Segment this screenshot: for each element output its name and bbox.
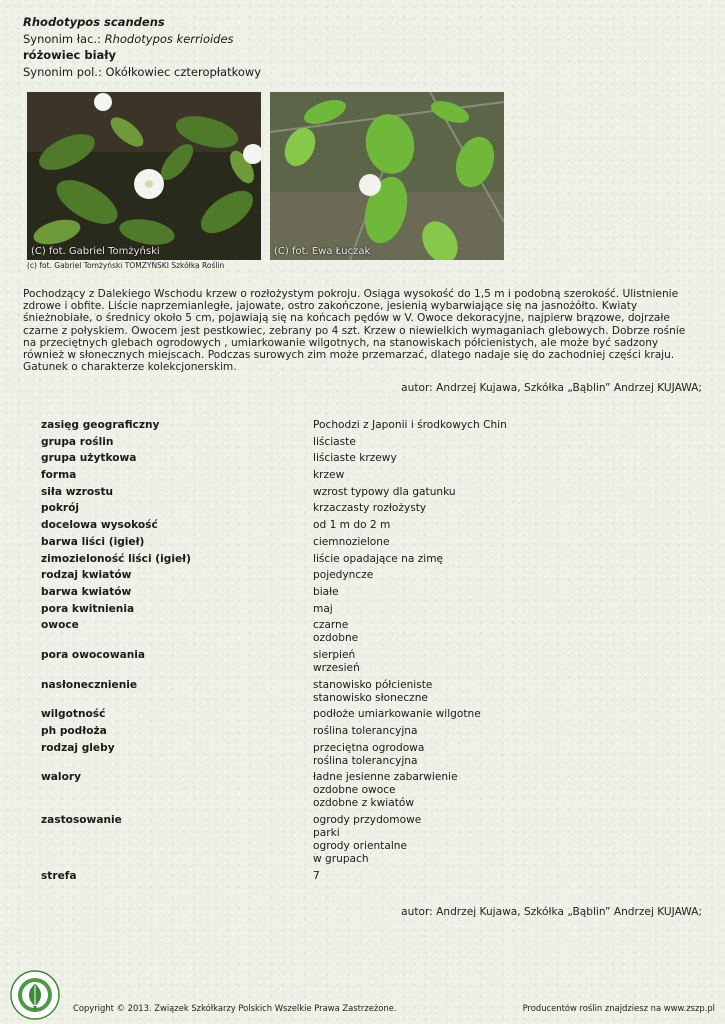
attribute-value: ozdobne z kwiatów xyxy=(313,797,415,810)
attribute-row xyxy=(41,870,681,887)
attribute-row xyxy=(41,814,681,870)
attribute-value: ozdobne owoce xyxy=(313,784,396,797)
attribute-label: pora owocowania xyxy=(41,648,146,661)
attribute-values xyxy=(313,649,360,679)
attribute-row xyxy=(41,419,681,436)
attribute-row xyxy=(41,725,681,742)
latin-synonym xyxy=(23,31,261,48)
attribute-label: pokrój xyxy=(41,502,80,515)
attribute-value: roślina tolerancyjna xyxy=(313,725,418,737)
attribute-value: krzew xyxy=(313,469,345,482)
attribute-label: barwa kwiatów xyxy=(41,585,132,598)
author-top: autor: Andrzej Kujawa, Szkółka „Bąblin” Andrzej KUJAWA; xyxy=(401,382,702,394)
attribute-values xyxy=(313,419,507,436)
attribute-value: Pochodzi z Japonii i środkowych Chin xyxy=(313,419,507,431)
attribute-value: przeciętna ogrodowa xyxy=(313,741,425,754)
attribute-value: wzrost typowy dla gatunku xyxy=(313,485,456,498)
attribute-values xyxy=(313,553,443,570)
attribute-label: zimozieloność liści (igieł) xyxy=(41,552,191,565)
copyright-text: Copyright © 2013. Związek Szkółkarzy Polskich Wszelkie Prawa Zastrzeżone. xyxy=(73,1003,397,1013)
attribute-values xyxy=(313,870,320,887)
attribute-row xyxy=(41,771,681,814)
attribute-value: liściaste krzewy xyxy=(313,452,397,465)
producer-link[interactable]: Producentów roślin znajdziesz na www.zszp.pl xyxy=(522,1003,715,1013)
plant-photo-1[interactable] xyxy=(27,92,261,260)
attribute-value: stanowisko słoneczne xyxy=(313,691,428,704)
attribute-value: podłoże umiarkowanie wilgotne xyxy=(313,708,481,721)
page-footer xyxy=(0,968,725,1024)
attribute-value: krzaczasty rozłożysty xyxy=(313,502,427,515)
attribute-label: siła wzrostu xyxy=(41,485,114,498)
latin-synonym-value: Rhodotypos kerrioides xyxy=(104,31,234,46)
attribute-row xyxy=(41,436,681,453)
attribute-value: 7 xyxy=(313,869,320,882)
attribute-values xyxy=(313,569,373,586)
attribute-row xyxy=(41,502,681,519)
attribute-label: pora kwitnienia xyxy=(41,602,135,615)
attribute-label: rodzaj gleby xyxy=(41,741,115,754)
author-bottom: autor: Andrzej Kujawa, Szkółka „Bąblin” Andrzej KUJAWA; xyxy=(401,906,702,918)
attribute-values xyxy=(313,679,432,709)
attribute-value: czarne xyxy=(313,619,349,632)
attribute-value: maj xyxy=(313,602,333,615)
attribute-value: sierpień xyxy=(313,648,356,661)
photo-1-credit: (C) fot. Gabriel Tomżyński xyxy=(31,246,160,257)
attribute-label: nasłonecznienie xyxy=(41,678,138,691)
attribute-value: ciemnozielone xyxy=(313,535,390,548)
attribute-row xyxy=(41,742,681,772)
attribute-value: ogrody orientalne xyxy=(313,840,408,853)
plant-photo-1-image xyxy=(27,92,261,260)
attribute-values xyxy=(313,436,356,453)
polish-name: różowiec biały xyxy=(23,48,117,62)
attribute-values xyxy=(313,586,339,603)
photo-caption: (c) fot. Gabriel Tomżyński TOMZYŃSKI Szkółka Roślin xyxy=(27,261,225,270)
attribute-value: stanowisko półcieniste xyxy=(313,678,433,691)
attribute-label: strefa xyxy=(41,869,77,882)
attribute-row xyxy=(41,486,681,503)
attribute-label: forma xyxy=(41,469,77,482)
attribute-label: owoce xyxy=(41,619,79,632)
plant-photo-2-image xyxy=(270,92,504,260)
attribute-row xyxy=(41,649,681,679)
attribute-row xyxy=(41,708,681,725)
attribute-label: wilgotność xyxy=(41,708,106,721)
attribute-value: roślina tolerancyjna xyxy=(313,754,418,767)
attribute-row xyxy=(41,586,681,603)
attribute-value: ogrody przydomowe xyxy=(313,814,422,827)
latin-synonym-prefix: Synonim łac.: xyxy=(23,31,105,46)
attribute-value: ładne jesienne zabarwienie xyxy=(313,771,458,784)
attribute-label: grupa użytkowa xyxy=(41,452,137,465)
attribute-values xyxy=(313,814,421,870)
attribute-values xyxy=(313,619,358,649)
attribute-label: barwa liści (igieł) xyxy=(41,535,145,548)
attribute-values xyxy=(313,771,458,814)
attribute-label: rodzaj kwiatów xyxy=(41,569,132,582)
photo-2-credit: (C) fot. Ewa Łuczak xyxy=(274,246,371,257)
attribute-values xyxy=(313,469,344,486)
species-description: Pochodzący z Dalekiego Wschodu krzew o rozłożystym pokroju. Osiąga wysokość do 1,5 m i podobną szerokość. Ulistnienie zdrowe i obfite. Liście naprzemianległe, jajowate, ostro zakończone, jesienią wybarwiające się na jasnożółto. Kwiaty śnieżnobiałe, o średnicy około 5 cm, pojawiają się na końcach pędów w V. Owoce dekoracyjne, najpierw brązowe, dojrzałe czarne z połyskiem. Owocem jest pestkowiec, zebrany po 4 szt. Krzew o niewielkich wymaganiach glebowych. Dobrze rośnie na przeciętnych glebach ogrodowych , umiarkowanie wilgotnych, na stanowiskach półcienistych, ale może być sadzony również w słonecznych miejscach. Podczas surowych zim może przemarzać, dlatego nadaje się do zachodniej części kraju. Gatunek o charakterze kolekcjonerskim. xyxy=(23,288,686,374)
attribute-value: ozdobne xyxy=(313,632,359,645)
attribute-value: liściaste xyxy=(313,435,356,448)
attribute-values xyxy=(313,486,456,503)
attributes-table xyxy=(41,419,681,886)
attribute-values xyxy=(313,536,389,553)
attribute-row xyxy=(41,679,681,709)
attribute-values xyxy=(313,725,417,742)
attribute-row xyxy=(41,569,681,586)
attribute-label: docelowa wysokość xyxy=(41,519,158,532)
attribute-value: białe xyxy=(313,585,339,598)
attribute-values xyxy=(313,502,426,519)
attribute-row xyxy=(41,519,681,536)
attribute-row xyxy=(41,469,681,486)
attribute-values xyxy=(313,452,397,469)
species-header xyxy=(23,14,261,80)
attribute-label: grupa roślin xyxy=(41,435,114,448)
attribute-label: ph podłoża xyxy=(41,725,107,737)
plant-photo-2[interactable] xyxy=(270,92,504,260)
attribute-value: liście opadające na zimę xyxy=(313,552,444,565)
attribute-value: wrzesień xyxy=(313,661,360,674)
attribute-row xyxy=(41,619,681,649)
attribute-row xyxy=(41,553,681,570)
latin-name: Rhodotypos scandens xyxy=(23,15,165,29)
attribute-label: zastosowanie xyxy=(41,814,122,827)
attribute-row xyxy=(41,603,681,620)
attribute-values xyxy=(313,742,424,772)
attribute-value: w grupach xyxy=(313,853,369,866)
polish-synonym: Synonim pol.: Okółkowiec czteropłatkowy xyxy=(23,64,262,79)
attribute-label: zasięg geograficzny xyxy=(41,419,160,431)
attribute-values xyxy=(313,708,481,725)
attribute-value: od 1 m do 2 m xyxy=(313,519,391,532)
attribute-row xyxy=(41,536,681,553)
attribute-value: parki xyxy=(313,827,340,840)
zszp-logo-icon[interactable] xyxy=(10,970,60,1020)
attribute-values xyxy=(313,603,333,620)
attribute-values xyxy=(313,519,390,536)
attribute-value: pojedyncze xyxy=(313,569,374,582)
attribute-label: walory xyxy=(41,771,81,784)
attribute-row xyxy=(41,452,681,469)
